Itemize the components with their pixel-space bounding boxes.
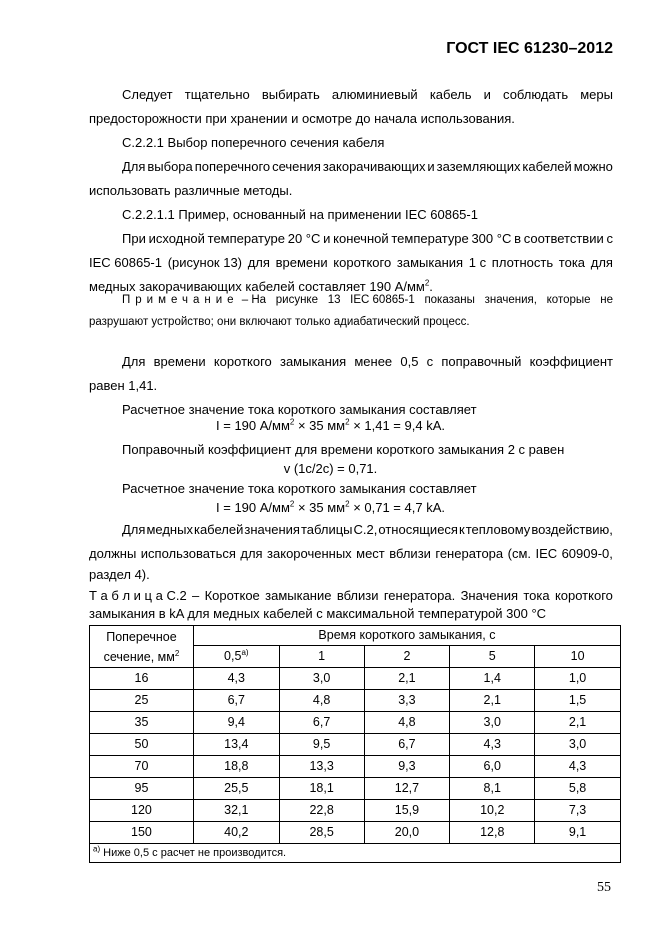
current-value-cell: 12,8 bbox=[450, 822, 535, 844]
current-value-cell: 2,1 bbox=[535, 712, 621, 734]
current-value-cell: 10,2 bbox=[450, 800, 535, 822]
word: меры bbox=[580, 87, 613, 102]
table-caption-line1 bbox=[89, 588, 613, 604]
current-value-cell: 28,5 bbox=[279, 822, 364, 844]
table-body bbox=[90, 668, 621, 844]
current-value-cell: 9,5 bbox=[279, 734, 364, 756]
word: для bbox=[247, 255, 270, 270]
cross-section-header bbox=[90, 626, 194, 668]
page-number: 55 bbox=[597, 880, 611, 895]
word: закороченных bbox=[267, 546, 352, 561]
caption-word: короткого bbox=[554, 588, 613, 603]
word: 60909-0, bbox=[561, 546, 613, 561]
time-header-value: 5 bbox=[488, 649, 496, 663]
word: тщательно bbox=[184, 87, 250, 102]
p5-text: Расчетное значение тока короткого замыкания составляет bbox=[122, 402, 477, 417]
current-value-cell: 22,8 bbox=[279, 800, 364, 822]
current-value-cell: 4,8 bbox=[364, 712, 450, 734]
table-row bbox=[90, 668, 621, 690]
word: температуре bbox=[391, 231, 469, 246]
current-value-cell: 15,9 bbox=[364, 800, 450, 822]
note-label: Примечание bbox=[122, 294, 239, 306]
time-header-footnote-mark: a) bbox=[241, 647, 249, 657]
word: кабелей bbox=[522, 159, 572, 174]
caption-word: генератора. bbox=[383, 588, 456, 603]
current-value-cell: 6,7 bbox=[279, 712, 364, 734]
formula-3-sup: 2 bbox=[345, 499, 350, 509]
word: Для bbox=[122, 522, 146, 537]
note-word: не bbox=[600, 294, 613, 306]
word: исходной bbox=[148, 231, 205, 246]
table-row bbox=[90, 822, 621, 844]
document-header: ГОСТ IEC 61230–2012 bbox=[446, 40, 613, 57]
word: в bbox=[514, 231, 521, 246]
time-header-value: 0,5 bbox=[224, 649, 242, 663]
cross-section-cell: 50 bbox=[90, 734, 194, 756]
note-word: значения, bbox=[484, 294, 537, 306]
word: плотность bbox=[491, 255, 554, 270]
p3-line3-sup: 2 bbox=[424, 278, 430, 288]
word: генератора bbox=[435, 546, 504, 561]
current-value-cell: 3,0 bbox=[535, 734, 621, 756]
cross-section-cell: 35 bbox=[90, 712, 194, 734]
note-word: IEC 60865-1 bbox=[350, 294, 415, 306]
current-value-cell: 2,1 bbox=[450, 690, 535, 712]
section-c2211-heading: С.2.2.1.1 Пример, основанный на применении IEC 60865-1 bbox=[122, 207, 478, 222]
table-footnote bbox=[90, 844, 621, 863]
current-value-cell: 13,4 bbox=[193, 734, 279, 756]
word: (см. bbox=[507, 546, 531, 561]
note-word: показаны bbox=[424, 294, 475, 306]
current-value-cell: 1,5 bbox=[535, 690, 621, 712]
p2-line2: использовать различные методы. bbox=[89, 183, 293, 198]
current-value-cell: 3,3 bbox=[364, 690, 450, 712]
p3-line1 bbox=[122, 231, 613, 247]
table-row bbox=[90, 734, 621, 756]
word: Для bbox=[122, 159, 146, 174]
time-header-cell bbox=[364, 646, 450, 668]
current-value-cell: 9,3 bbox=[364, 756, 450, 778]
word: замыкания bbox=[279, 354, 347, 369]
word: соответствии bbox=[523, 231, 604, 246]
word: 20 °C bbox=[287, 231, 321, 246]
current-value-cell: 13,3 bbox=[279, 756, 364, 778]
current-value-cell: 6,7 bbox=[364, 734, 450, 756]
note-word: 13 bbox=[327, 294, 341, 306]
word: короткого bbox=[333, 255, 392, 270]
word: Следует bbox=[122, 87, 173, 102]
cross-section-cell: 16 bbox=[90, 668, 194, 690]
time-group-header: Время короткого замыкания, с bbox=[193, 626, 620, 646]
table-row bbox=[90, 690, 621, 712]
current-value-cell: 2,1 bbox=[364, 668, 450, 690]
word: с bbox=[426, 354, 434, 369]
cross-section-header-line2: сечение, мм bbox=[103, 649, 175, 664]
time-header-value: 2 bbox=[403, 649, 411, 663]
caption-word: – bbox=[192, 588, 200, 603]
current-value-cell: 9,1 bbox=[535, 822, 621, 844]
word: Для bbox=[122, 354, 146, 369]
current-value-cell: 32,1 bbox=[193, 800, 279, 822]
formula-1-part: × 1,41 = 9,4 kA. bbox=[349, 418, 445, 433]
formula-3-part: × 35 мм bbox=[294, 500, 346, 515]
word: 300 °C bbox=[471, 231, 512, 246]
word: выбора bbox=[147, 159, 193, 174]
table-row bbox=[90, 756, 621, 778]
word: и bbox=[427, 159, 435, 174]
time-header-value: 10 bbox=[570, 649, 585, 663]
word: IEC 60865-1 bbox=[89, 255, 162, 270]
note-first-word: На bbox=[251, 294, 267, 306]
current-value-cell: 1,4 bbox=[450, 668, 535, 690]
word: 1 с bbox=[468, 255, 487, 270]
current-value-cell: 1,0 bbox=[535, 668, 621, 690]
formula-1 bbox=[0, 418, 661, 434]
word: медных bbox=[146, 522, 193, 537]
cross-section-cell: 25 bbox=[90, 690, 194, 712]
word: тепловому bbox=[465, 522, 531, 537]
word: менее bbox=[354, 354, 393, 369]
caption-word: тока bbox=[523, 588, 550, 603]
note-word: рисунке bbox=[275, 294, 318, 306]
word: соблюдать bbox=[503, 87, 569, 102]
cross-section-header-line1: Поперечное bbox=[106, 629, 177, 644]
p6-text: Поправочный коэффициент для времени короткого замыкания 2 с равен bbox=[122, 442, 565, 457]
caption-word: Значения bbox=[460, 588, 519, 603]
formula-3 bbox=[0, 500, 661, 516]
word: и bbox=[323, 231, 331, 246]
footnote-text: Ниже 0,5 с расчет не производится. bbox=[100, 846, 287, 859]
p4-line1 bbox=[122, 354, 613, 370]
p8-line1 bbox=[122, 522, 613, 538]
cross-section-cell: 95 bbox=[90, 778, 194, 800]
word: короткого bbox=[213, 354, 272, 369]
word: поправочный bbox=[441, 354, 522, 369]
word: При bbox=[122, 231, 146, 246]
word: для bbox=[590, 255, 613, 270]
cross-section-cell: 70 bbox=[90, 756, 194, 778]
p3-line2 bbox=[89, 255, 613, 271]
current-value-cell: 5,8 bbox=[535, 778, 621, 800]
word: можно bbox=[573, 159, 613, 174]
word: коэффициент bbox=[529, 354, 613, 369]
note-lead bbox=[122, 292, 266, 308]
word: использоваться bbox=[140, 546, 236, 561]
current-value-cell: 7,3 bbox=[535, 800, 621, 822]
word: алюминиевый bbox=[331, 87, 418, 102]
word: замыкания bbox=[396, 255, 464, 270]
formula-3-part: × 0,71 = 4,7 kA. bbox=[349, 500, 445, 515]
p8-line2 bbox=[89, 546, 613, 562]
word: сечения bbox=[272, 159, 321, 174]
time-header-cell bbox=[193, 646, 279, 668]
note-line1 bbox=[122, 292, 613, 308]
current-value-cell: 12,7 bbox=[364, 778, 450, 800]
footnote-mark: a) bbox=[93, 843, 101, 853]
p1-line1 bbox=[122, 87, 613, 103]
word: времени bbox=[153, 354, 206, 369]
current-value-cell: 18,8 bbox=[193, 756, 279, 778]
current-value-cell: 4,3 bbox=[535, 756, 621, 778]
word: относящиеся bbox=[378, 522, 458, 537]
p2-line1 bbox=[122, 159, 613, 175]
current-value-cell: 4,3 bbox=[193, 668, 279, 690]
time-header-cell bbox=[535, 646, 621, 668]
word: температуре bbox=[207, 231, 285, 246]
word: тока bbox=[558, 255, 586, 270]
p1-line2: предосторожности при хранении и осмотре до начала использования. bbox=[89, 111, 515, 126]
time-header-cell bbox=[450, 646, 535, 668]
p3-line3-end: . bbox=[429, 279, 433, 294]
current-value-cell: 6,0 bbox=[450, 756, 535, 778]
caption-word: замыкание bbox=[265, 588, 332, 603]
caption-word: вблизи bbox=[336, 588, 379, 603]
word: поперечного bbox=[194, 159, 271, 174]
p3-line3-text: медных закорачивающих кабелей составляет 190 А/мм bbox=[89, 279, 425, 294]
word: с bbox=[606, 231, 613, 246]
current-value-cell: 4,3 bbox=[450, 734, 535, 756]
word: выбирать bbox=[261, 87, 320, 102]
note-line2: разрушают устройство; они включают только адиабатический процесс. bbox=[89, 316, 470, 328]
word: времени bbox=[275, 255, 328, 270]
formula-3-sup: 2 bbox=[289, 499, 295, 509]
current-value-cell: 8,1 bbox=[450, 778, 535, 800]
current-value-cell: 4,8 bbox=[279, 690, 364, 712]
current-value-cell: 3,0 bbox=[279, 668, 364, 690]
word: заземляющих bbox=[436, 159, 521, 174]
word: конечной bbox=[333, 231, 389, 246]
current-value-cell: 18,1 bbox=[279, 778, 364, 800]
caption-word: Короткое bbox=[204, 588, 260, 603]
time-header-value: 1 bbox=[318, 649, 326, 663]
word: к bbox=[458, 522, 465, 537]
word: значения bbox=[244, 522, 300, 537]
cross-section-cell: 120 bbox=[90, 800, 194, 822]
note-dash: – bbox=[238, 294, 252, 306]
word: С.2, bbox=[353, 522, 378, 537]
word: (рисунок 13) bbox=[167, 255, 243, 270]
table-row bbox=[90, 778, 621, 800]
cross-section-cell: 150 bbox=[90, 822, 194, 844]
current-value-cell: 6,7 bbox=[193, 690, 279, 712]
formula-1-part: × 35 мм bbox=[294, 418, 346, 433]
note-word: которые bbox=[546, 294, 591, 306]
current-value-cell: 20,0 bbox=[364, 822, 450, 844]
word: и bbox=[483, 87, 491, 102]
table-row bbox=[90, 800, 621, 822]
formula-1-sup: 2 bbox=[345, 417, 350, 427]
word: 0,5 bbox=[400, 354, 419, 369]
table-row bbox=[90, 712, 621, 734]
short-circuit-table bbox=[89, 625, 621, 863]
p8-line3: раздел 4). bbox=[89, 567, 150, 582]
word: для bbox=[240, 546, 263, 561]
word: IEC bbox=[535, 546, 558, 561]
word: закорачивающих bbox=[322, 159, 426, 174]
p4-line2: равен 1,41. bbox=[89, 378, 158, 393]
table-caption-lead bbox=[89, 588, 187, 604]
word: таблицы bbox=[300, 522, 353, 537]
p7-text: Расчетное значение тока короткого замыкания составляет bbox=[122, 481, 477, 496]
current-value-cell: 40,2 bbox=[193, 822, 279, 844]
current-value-cell: 9,4 bbox=[193, 712, 279, 734]
current-value-cell: 25,5 bbox=[193, 778, 279, 800]
word: кабель bbox=[429, 87, 472, 102]
time-header-cell bbox=[279, 646, 364, 668]
formula-1-sup: 2 bbox=[289, 417, 295, 427]
word: должны bbox=[89, 546, 137, 561]
formula-3-part: I = 190 А/мм bbox=[216, 500, 290, 515]
word: кабелей bbox=[193, 522, 244, 537]
word: воздействию, bbox=[531, 522, 613, 537]
formula-1-part: I = 190 А/мм bbox=[216, 418, 290, 433]
table-caption-label: Т а б л и ц а bbox=[89, 588, 163, 603]
table-caption-line2: замыкания в kA для медных кабелей с максимальной температурой 300 °С bbox=[89, 606, 547, 621]
section-c221-heading: С.2.2.1 Выбор поперечного сечения кабеля bbox=[122, 135, 385, 150]
cross-section-header-sup: 2 bbox=[174, 648, 180, 658]
word: мест bbox=[356, 546, 385, 561]
word: вблизи bbox=[389, 546, 431, 561]
table-caption-number: С.2 bbox=[166, 588, 187, 603]
formula-2: v (1c/2c) = 0,71. bbox=[283, 461, 378, 476]
current-value-cell: 3,0 bbox=[450, 712, 535, 734]
